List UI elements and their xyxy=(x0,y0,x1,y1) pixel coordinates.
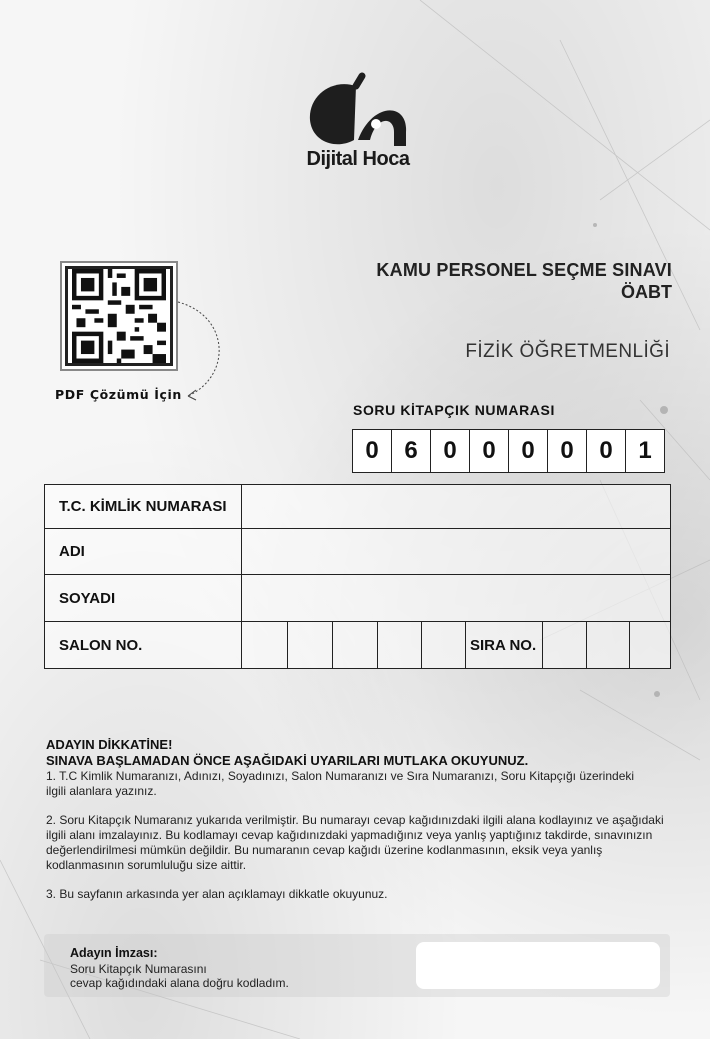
instructions-warning: SINAVA BAŞLAMADAN ÖNCE AŞAĞIDAKİ UYARILARI MUTLAKA OKUYUNUZ. xyxy=(46,753,529,768)
instructions-heading: ADAYIN DİKKATİNE! xyxy=(46,737,173,752)
sira-cell[interactable] xyxy=(543,622,587,668)
salon-cell[interactable] xyxy=(288,622,333,668)
booklet-digit: 0 xyxy=(586,430,625,472)
qr-label: PDF Çözümü İçin xyxy=(55,387,182,402)
exam-subtitle: ÖABT xyxy=(621,282,672,302)
instruction-item-2: 2. Soru Kitapçık Numaranız yukarıda verilmiştir. Bu numarayı cevap kağıdınızdaki ilgili alana kodlayınız ve aşağıdaki ilgili alanı imzalayınız. Bu kodlamayı cevap kağıdınızdaki yapmadığınız veya yanlış yaptığınız takdirde, sınavınızın değerlendirilmesi mümkün değildir. Bu numaranın cevap kağıdı üzerine kodlanmasının, eksik veya yanlış kodlanmasının sorumluluğu size aittir. xyxy=(46,813,664,872)
signature-box xyxy=(44,934,670,997)
booklet-digit: 0 xyxy=(430,430,469,472)
salon-row xyxy=(45,622,670,668)
salon-label: SALON NO. xyxy=(45,622,242,668)
salon-cell[interactable] xyxy=(242,622,288,668)
qr-code-icon xyxy=(68,269,170,363)
name-row xyxy=(45,529,670,575)
booklet-digit: 0 xyxy=(365,437,379,464)
booklet-number-label: SORU KİTAPÇIK NUMARASI xyxy=(353,402,555,418)
exam-title: KAMU PERSONEL SEÇME SINAVI xyxy=(376,260,672,280)
salon-cell[interactable] xyxy=(378,622,422,668)
exam-field: FİZİK ÖĞRETMENLİĞİ xyxy=(465,341,670,362)
signature-text-line2: cevap kağıdındaki alana doğru kodladım. xyxy=(70,976,289,990)
booklet-digit: 6 xyxy=(391,430,430,472)
booklet-number xyxy=(352,429,665,473)
tc-field[interactable] xyxy=(242,485,670,528)
booklet-digit: 0 xyxy=(469,430,508,472)
instruction-item-3: 3. Bu sayfanın arkasında yer alan açıklamayı dikkatle okuyunuz. xyxy=(46,887,388,901)
qr-code[interactable] xyxy=(60,261,178,371)
candidate-info-table xyxy=(44,484,671,669)
signature-text-line1: Soru Kitapçık Numarasını xyxy=(70,962,207,976)
instruction-item-1: 1. T.C Kimlik Numaranızı, Adınızı, Soyadınızı, Salon Numaranızı ve Sıra Numaranızı, Soru Kitapçığı üzerindeki ilgili alanlara yazınız. xyxy=(46,769,635,798)
surname-label: SOYADI xyxy=(45,575,242,621)
surname-field[interactable] xyxy=(242,575,670,621)
sira-cell[interactable] xyxy=(630,622,670,668)
name-label: ADI xyxy=(45,529,242,574)
tc-row xyxy=(45,485,670,529)
booklet-digit: 1 xyxy=(625,430,664,472)
signature-field[interactable] xyxy=(416,942,660,989)
logo-text: Dijital Hoca xyxy=(306,148,410,170)
booklet-digit: 0 xyxy=(547,430,586,472)
salon-cell[interactable] xyxy=(422,622,466,668)
surname-row xyxy=(45,575,670,622)
instructions xyxy=(46,737,686,902)
signature-title: Adayın İmzası: xyxy=(70,946,158,960)
sira-cell[interactable] xyxy=(587,622,630,668)
salon-cell[interactable] xyxy=(333,622,378,668)
name-field[interactable] xyxy=(242,529,670,574)
booklet-digit: 0 xyxy=(508,430,547,472)
tc-label: T.C. KİMLİK NUMARASI xyxy=(45,485,242,528)
sira-label: SIRA NO. xyxy=(466,622,543,668)
